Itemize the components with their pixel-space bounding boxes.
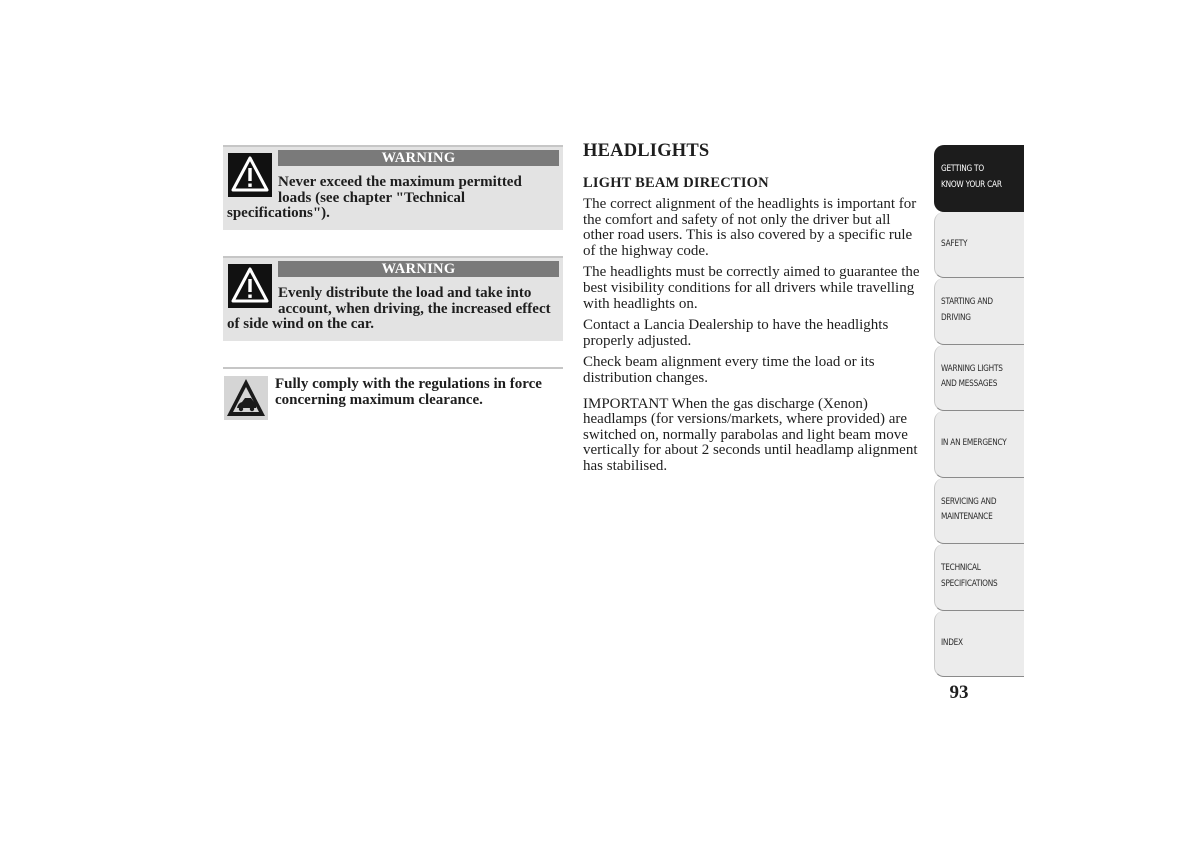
warning-header: WARNING <box>278 261 559 277</box>
section-subtitle: LIGHT BEAM DIRECTION <box>583 175 769 191</box>
tab-servicing-and-maintenance[interactable]: SERVICING AND MAINTENANCE <box>934 478 1024 545</box>
environment-car-triangle-icon <box>224 376 268 420</box>
main-content <box>583 140 923 481</box>
page-number: 93 <box>949 682 969 703</box>
section-title: HEADLIGHTS <box>583 141 710 161</box>
paragraph-important: IMPORTANT When the gas discharge (Xenon) headlamps (for versions/markets, where provided) are switched on, normally parabolas and light beam move vertically for about 2 seconds until headlamp alignment has stabilised. <box>583 395 918 474</box>
warning-box-side-wind <box>223 256 563 341</box>
warning-box-loads <box>223 145 563 230</box>
tab-index[interactable]: INDEX <box>934 611 1024 678</box>
tab-starting-and-driving[interactable]: STARTING AND DRIVING <box>934 278 1024 345</box>
chapter-tabs <box>934 145 1024 677</box>
tab-warning-lights-and-messages[interactable]: WARNING LIGHTS AND MESSAGES <box>934 345 1024 412</box>
tab-technical-specifications[interactable]: TECHNICAL SPECIFICATIONS <box>934 544 1024 611</box>
paragraph: Check beam alignment every time the load or its distribution changes. <box>583 354 875 386</box>
warning-text: Evenly distribute the load and take into account, when driving, the increased effect of side wind on the car. <box>227 285 551 333</box>
tab-safety[interactable]: SAFETY <box>934 212 1024 279</box>
paragraph: Contact a Lancia Dealership to have the headlights properly adjusted. <box>583 317 889 349</box>
paragraph: The headlights must be correctly aimed to guarantee the best visibility conditions for all drivers while travelling with headlights on. <box>583 264 920 312</box>
environment-note-text: Fully comply with the regulations in force concerning maximum clearance. <box>275 376 542 408</box>
tab-getting-to-know-your-car[interactable]: GETTING TO KNOW YOUR CAR <box>934 145 1024 212</box>
tab-in-an-emergency[interactable]: IN AN EMERGENCY <box>934 411 1024 478</box>
warning-text: Never exceed the maximum permitted loads (see chapter "Technical specifications"). <box>227 174 522 222</box>
paragraph: The correct alignment of the headlights is important for the comfort and safety of not only the driver but all other road users. This is also covered by a specific rule of the highway code. <box>583 196 917 259</box>
warning-header: WARNING <box>278 150 559 166</box>
environment-note <box>223 367 563 425</box>
